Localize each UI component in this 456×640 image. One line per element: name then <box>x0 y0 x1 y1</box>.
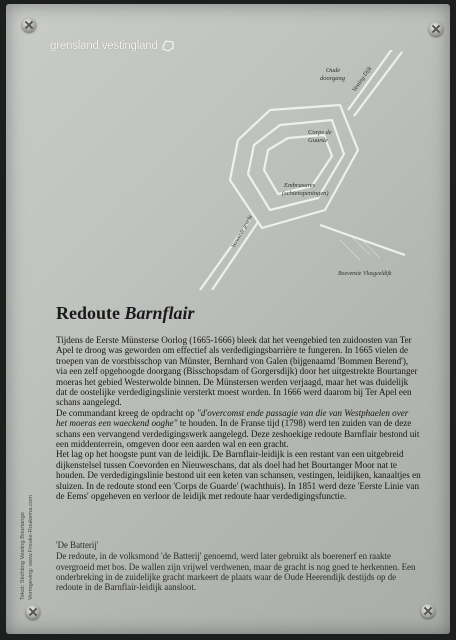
map-label-embrasures: Embrasures (schietopeningen) <box>282 182 329 197</box>
map-label-boevenste-vlasgeeldijk: Boevenste Vlasgeeldijk <box>338 271 392 277</box>
southern-dike-line-2 <box>212 222 258 290</box>
page-title <box>56 303 195 324</box>
logo <box>50 34 184 58</box>
paragraph-2-intro: De commandant kreeg de opdracht op <box>56 407 197 418</box>
vestingdijk-line <box>348 50 395 110</box>
credits-design-line: Vormgeving: www.Frouke-Roukema.com <box>27 494 34 600</box>
batterij-heading: 'De Batterij' <box>56 540 99 550</box>
title-place: Barnflair <box>124 303 195 323</box>
paragraph-2-rest: te houden. In de Franse tijd (1798) werd ten zuiden van de deze schans een vervangend verdedigingswerk aangelegd. Deze zeshoekige redoute Barnflair bestond uit een middenterrein, omgeven door een aarden wal en een gracht. <box>56 418 420 450</box>
top-right-screw-icon <box>429 22 443 36</box>
history-paragraph-3: Het lag op het hoogste punt van de leidijk. De Barnflair-leidijk is een restant van een uitgebreid dijkenstelsel tussen Coevorden en Nieuweschans, dat als doel had het Bourtanger Moor nat te houden. De verdedigingslinie bestond uit een keten van schansen, vestingen, leidijken, kanaaltjes en sluizen. In de redoute stond een 'Corps de Guarde' (wachthuis). In 1851 werd deze 'Eerste Linie van de Eems' opgeheven en verloor de leidijk met redoute haar verdedigingsfunctie. <box>56 449 421 502</box>
historic-quote: "d'overcomst ende passagie van die van Westphaelen over het moeras een waeckend ooghe" <box>56 407 409 429</box>
map-label-vesting-dijk: Vesting Dijk <box>351 65 374 94</box>
redoute-map <box>190 50 410 290</box>
lower-dike-line <box>320 225 405 255</box>
batterij-text: De redoute, in de volksmond 'de Batterij' genoemd, werd later gebruikt als boerenerf en raakte overgroeid met bos. De wallen zijn vrijwel verdwenen, maar de gracht is nog goed te herkennen. Een onderbreking in de zuidelijke gracht markeert de plaats waar de Oude Heerendijk destijds op de redoute in de Barnflair-leidijk aansloot. <box>56 551 416 593</box>
bottom-left-screw-icon <box>26 605 40 619</box>
logo-text: grensland vestingland <box>50 40 158 52</box>
credits <box>20 450 44 600</box>
map-label-verwarde-gracht: Verwarde gracht <box>230 214 255 249</box>
history-paragraph-2 <box>56 408 421 450</box>
history-text <box>56 335 421 502</box>
map-label-oude-doorgang: Oude doorgang <box>320 67 346 82</box>
batterij-section <box>56 540 421 592</box>
top-left-screw-icon <box>22 18 36 32</box>
credits-text-line: Tekst: Stichting Vesting Bourtange <box>20 512 26 600</box>
fortress-mark-icon <box>161 39 175 53</box>
history-paragraph-1: Tijdens de Eerste Münsterse Oorlog (1665-1666) bleek dat het veengebied ten zuidoosten van Ter Apel te droog was geworden om effectief als verdedigingsbarrière te fungeren. In 1665 vielen de troepen van de vorstbisschop van Münster, Bernhard von Galen (bijgenaamd 'Bommen Berend'), via een zelf opgehoogde doorgang (Bisschopsdam of Gorgersdijk) door het uitgestrekte Bourtanger moeras het gebied Westerwolde binnen. De Münstersen werden verjaagd, maar het was duidelijk dat de oostelijke verdedigingslinie versterkt moest worden. In 1666 werd daarom bij Ter Apel een schans aangelegd. <box>56 335 418 408</box>
map-label-corps-de-guarde: Corps de Guarde <box>308 129 332 144</box>
title-main: Redoute <box>56 303 120 323</box>
bottom-right-screw-icon <box>421 604 435 618</box>
